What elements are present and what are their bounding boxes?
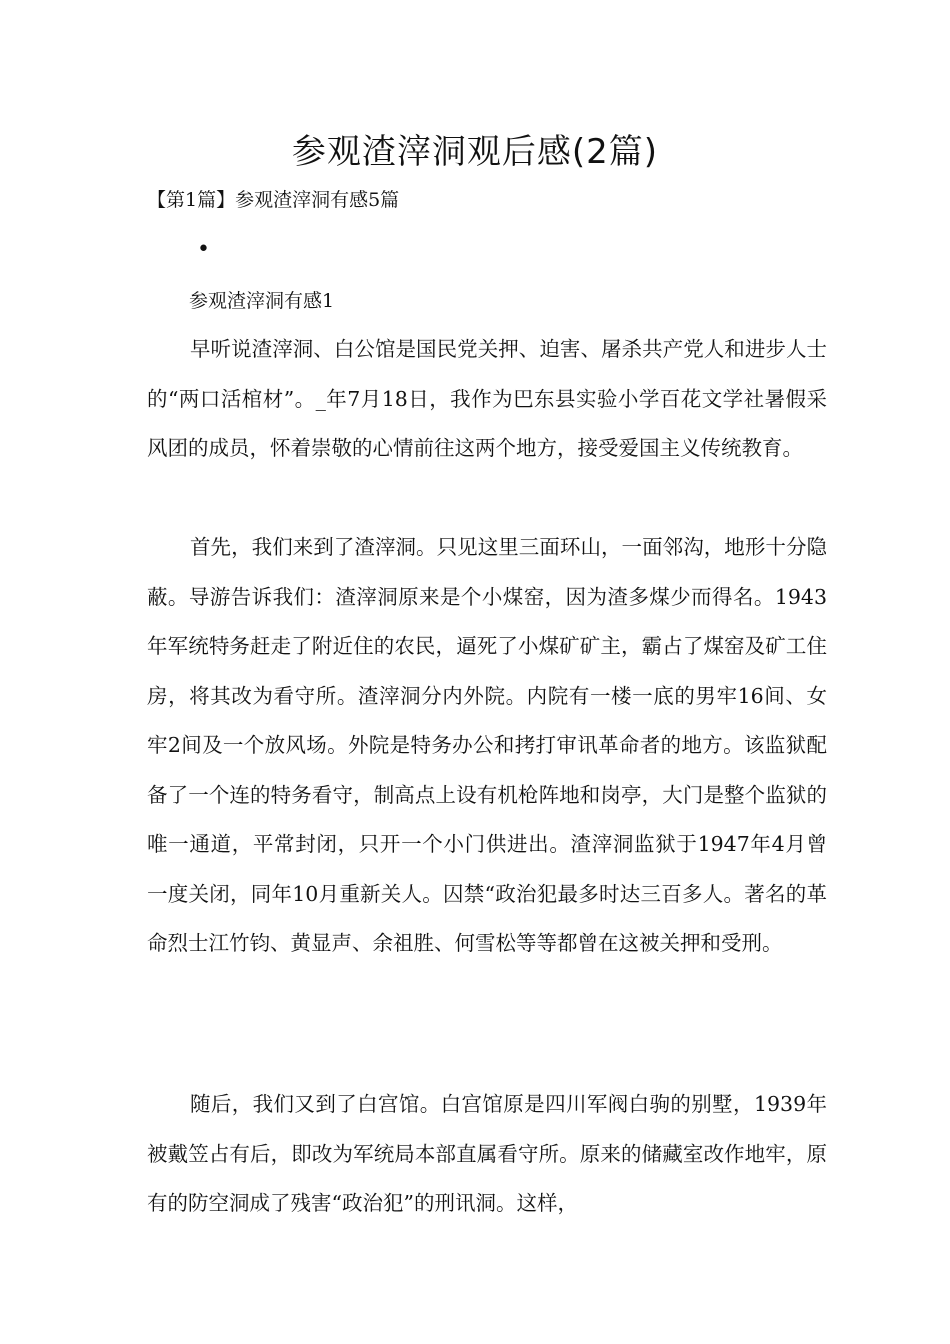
essay-label: 参观渣滓洞有感1 <box>189 290 335 312</box>
section-heading: 【第1篇】参观渣滓洞有感5篇 <box>147 189 400 211</box>
document-title: 参观渣滓洞观后感(2篇) <box>291 132 659 172</box>
bullet-marker: • <box>197 237 210 262</box>
paragraph-1: 早听说渣滓洞、白公馆是国民党关押、迫害、屠杀共产党人和进步人士的“两口活棺材”。_年7月18日，我作为巴东县实验小学百花文学社暑假采风团的成员，怀着崇敬的心情前往这两个地方，接受爱国主义传统教育。 <box>147 337 827 460</box>
paragraph-3: 随后，我们又到了白宫馆。白宫馆原是四川军阀白驹的别墅，1939年被戴笠占有后，即改为军统局本部直属看守所。原来的储藏室改作地牢，原有的防空洞成了残害“政治犯”的刑讯洞。这样， <box>147 1092 827 1215</box>
paragraph-2: 首先，我们来到了渣滓洞。只见这里三面环山，一面邻沟，地形十分隐蔽。导游告诉我们：渣滓洞原来是个小煤窑，因为渣多煤少而得名。1943年军统特务赶走了附近住的农民，逼死了小煤矿矿主，霸占了煤窑及矿工住房，将其改为看守所。渣滓洞分内外院。内院有一楼一底的男牢16间、女牢2间及一个放风场。外院是特务办公和拷打审讯革命者的地方。该监狱配备了一个连的特务看守，制高点上设有机枪阵地和岗亭，大门是整个监狱的唯一通道，平常封闭，只开一个小门供进出。渣滓洞监狱于1947年4月曾一度关闭，同年10月重新关人。囚禁“政治犯最多时达三百多人。著名的革命烈士江竹钧、黄显声、余祖胜、何雪松等等都曾在这被关押和受刑。 <box>147 535 827 955</box>
